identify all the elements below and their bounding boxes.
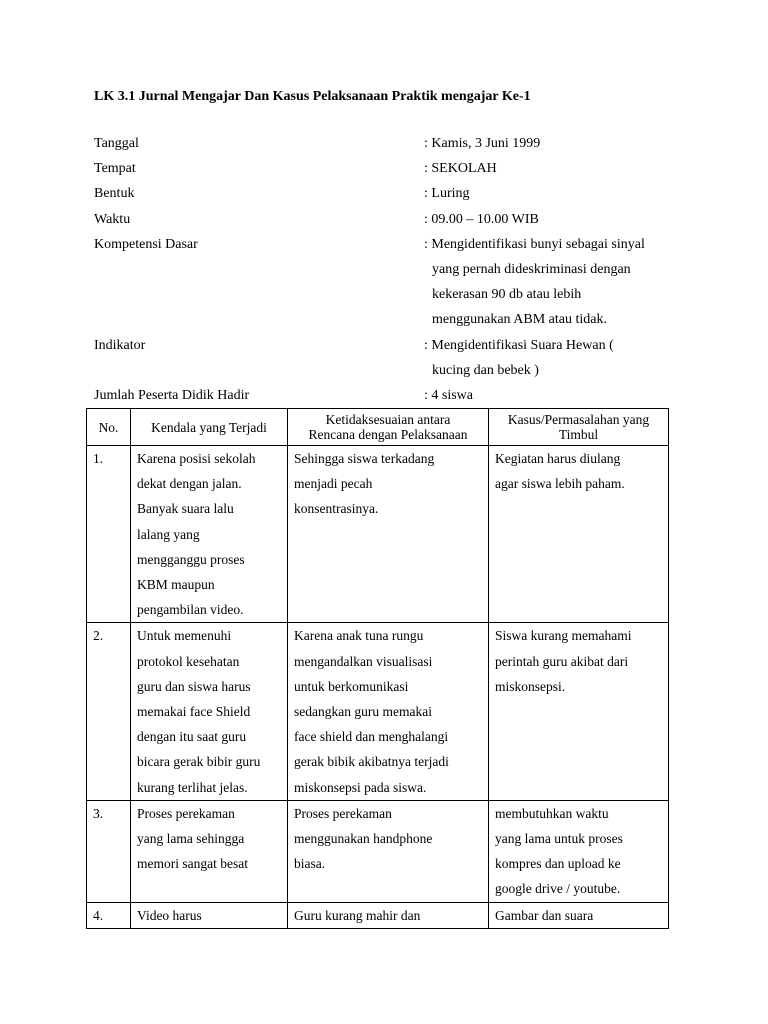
cell-no: 1. bbox=[87, 446, 131, 623]
cell-line: Kegiatan harus diulang bbox=[495, 451, 621, 466]
cell-line: perintah guru akibat dari bbox=[495, 653, 629, 669]
info-value-line: : 09.00 – 10.00 WIB bbox=[424, 211, 539, 227]
cell-line: mengganggu proses bbox=[137, 551, 245, 567]
cell-ketidaksesuaian bbox=[288, 800, 489, 902]
cell-line: yang lama untuk proses bbox=[495, 831, 623, 847]
header-kendala bbox=[131, 409, 288, 446]
info-value bbox=[424, 156, 714, 181]
info-value bbox=[424, 131, 714, 156]
table-row bbox=[87, 902, 669, 928]
cell-line: Guru kurang mahir dan bbox=[294, 907, 421, 923]
info-row-bentuk bbox=[94, 181, 714, 206]
cell-line: kompres dan upload ke bbox=[495, 856, 621, 872]
cell-line: menggunakan handphone bbox=[294, 831, 433, 847]
info-row-kompetensi-dasar bbox=[94, 232, 714, 333]
cell-line: dekat dengan jalan. bbox=[137, 476, 242, 492]
info-row-jumlah-peserta bbox=[94, 383, 714, 408]
info-row-indikator bbox=[94, 333, 714, 383]
info-label: Kompetensi Dasar bbox=[94, 236, 198, 252]
cell-line: miskonsepsi pada siswa. bbox=[294, 779, 427, 795]
cell-line: Video harus bbox=[137, 907, 202, 923]
header-line: Kendala yang Terjadi bbox=[151, 419, 267, 435]
info-value-line: : SEKOLAH bbox=[424, 161, 497, 177]
cell-ketidaksesuaian bbox=[288, 446, 489, 623]
cell-line: memakai face Shield bbox=[137, 704, 251, 720]
header-ketidaksesuaian bbox=[288, 409, 489, 446]
info-label: Tempat bbox=[94, 161, 136, 177]
header-line: Timbul bbox=[558, 427, 599, 442]
table-row bbox=[87, 446, 669, 623]
cell-line: sedangkan guru memakai bbox=[294, 704, 432, 720]
cell-line: gerak bibik akibatnya terjadi bbox=[294, 754, 449, 770]
cell-line: yang lama sehingga bbox=[137, 831, 245, 847]
cell-line: Proses perekaman bbox=[294, 805, 392, 821]
document-title: LK 3.1 Jurnal Mengajar Dan Kasus Pelaksanaan Praktik mengajar Ke-1 bbox=[94, 89, 531, 104]
info-section bbox=[94, 131, 714, 408]
cell-kendala bbox=[131, 446, 288, 623]
info-value-line: kucing dan bebek ) bbox=[432, 362, 539, 378]
cell-kasus bbox=[489, 902, 669, 928]
info-label: Tanggal bbox=[94, 136, 139, 151]
cell-line: Banyak suara lalu bbox=[137, 501, 234, 517]
info-value bbox=[424, 232, 714, 333]
cell-line: Proses perekaman bbox=[137, 805, 235, 821]
cell-line: Karena anak tuna rungu bbox=[294, 628, 424, 644]
cell-line: menjadi pecah bbox=[294, 476, 373, 492]
info-value bbox=[424, 207, 714, 232]
cell-kendala bbox=[131, 800, 288, 902]
cell-line: dengan itu saat guru bbox=[137, 729, 247, 745]
cell-line: miskonsepsi. bbox=[495, 678, 566, 694]
header-line: Rencana dengan Pelaksanaan bbox=[308, 427, 468, 442]
info-value-line: : Mengidentifikasi Suara Hewan ( bbox=[424, 337, 614, 353]
cell-line: Gambar dan suara bbox=[495, 907, 594, 923]
header-line: Kasus/Permasalahan yang bbox=[507, 412, 650, 427]
cell-line: protokol kesehatan bbox=[137, 653, 240, 669]
cell-line: konsentrasinya. bbox=[294, 501, 379, 517]
info-value-line: : Luring bbox=[424, 186, 470, 202]
cell-line: google drive / youtube. bbox=[495, 881, 621, 897]
info-value-line: menggunakan ABM atau tidak. bbox=[432, 312, 607, 328]
info-label: Waktu bbox=[94, 211, 131, 227]
info-value bbox=[424, 333, 714, 383]
info-value bbox=[424, 383, 714, 408]
cell-line: KBM maupun bbox=[137, 577, 215, 593]
cell-line: memori sangat besat bbox=[137, 856, 248, 872]
info-label: Jumlah Peserta Didik Hadir bbox=[94, 388, 250, 404]
cell-ketidaksesuaian bbox=[288, 902, 489, 928]
cell-line: membutuhkan waktu bbox=[495, 805, 609, 821]
cell-line: Karena posisi sekolah bbox=[137, 451, 256, 466]
cell-line: Sehingga siswa terkadang bbox=[294, 451, 435, 466]
cell-line: guru dan siswa harus bbox=[137, 678, 251, 694]
table-row bbox=[87, 623, 669, 800]
cell-line: Untuk memenuhi bbox=[137, 628, 232, 644]
header-line: Ketidaksesuaian antara bbox=[325, 412, 451, 427]
info-value-line: : Kamis, 3 Juni 1999 bbox=[424, 136, 541, 151]
cell-line: kurang terlihat jelas. bbox=[137, 779, 248, 795]
cell-kendala bbox=[131, 902, 288, 928]
cell-no: 4. bbox=[87, 902, 131, 928]
table-header-row bbox=[87, 409, 669, 446]
info-value-line: yang pernah dideskriminasi dengan bbox=[432, 262, 631, 278]
cell-kendala bbox=[131, 623, 288, 800]
cell-line: biasa. bbox=[294, 856, 326, 872]
cell-kasus bbox=[489, 446, 669, 623]
header-kasus bbox=[489, 409, 669, 446]
cell-kasus bbox=[489, 800, 669, 902]
info-value bbox=[424, 181, 714, 206]
info-row-tanggal bbox=[94, 131, 714, 156]
cell-kasus bbox=[489, 623, 669, 800]
cell-line: lalang yang bbox=[137, 526, 200, 542]
cell-line: pengambilan video. bbox=[137, 602, 244, 618]
info-label: Indikator bbox=[94, 337, 146, 353]
info-row-tempat bbox=[94, 156, 714, 181]
journal-table bbox=[86, 408, 669, 929]
info-value-line: : Mengidentifikasi bunyi sebagai sinyal bbox=[424, 236, 645, 252]
cell-ketidaksesuaian bbox=[288, 623, 489, 800]
info-value-line: kekerasan 90 db atau lebih bbox=[432, 287, 582, 303]
cell-line: mengandalkan visualisasi bbox=[294, 653, 433, 669]
cell-line: untuk berkomunikasi bbox=[294, 678, 409, 694]
cell-line: agar siswa lebih paham. bbox=[495, 476, 625, 492]
cell-line: Siswa kurang memahami bbox=[495, 628, 632, 644]
table-row bbox=[87, 800, 669, 902]
cell-line: bicara gerak bibir guru bbox=[137, 754, 261, 770]
cell-no: 2. bbox=[87, 623, 131, 800]
info-row-waktu bbox=[94, 207, 714, 232]
cell-line: face shield dan menghalangi bbox=[294, 729, 449, 745]
info-label: Bentuk bbox=[94, 186, 135, 202]
info-value-line: : 4 siswa bbox=[424, 388, 473, 404]
header-line: No. bbox=[98, 419, 119, 435]
cell-no: 3. bbox=[87, 800, 131, 902]
header-no bbox=[87, 409, 131, 446]
